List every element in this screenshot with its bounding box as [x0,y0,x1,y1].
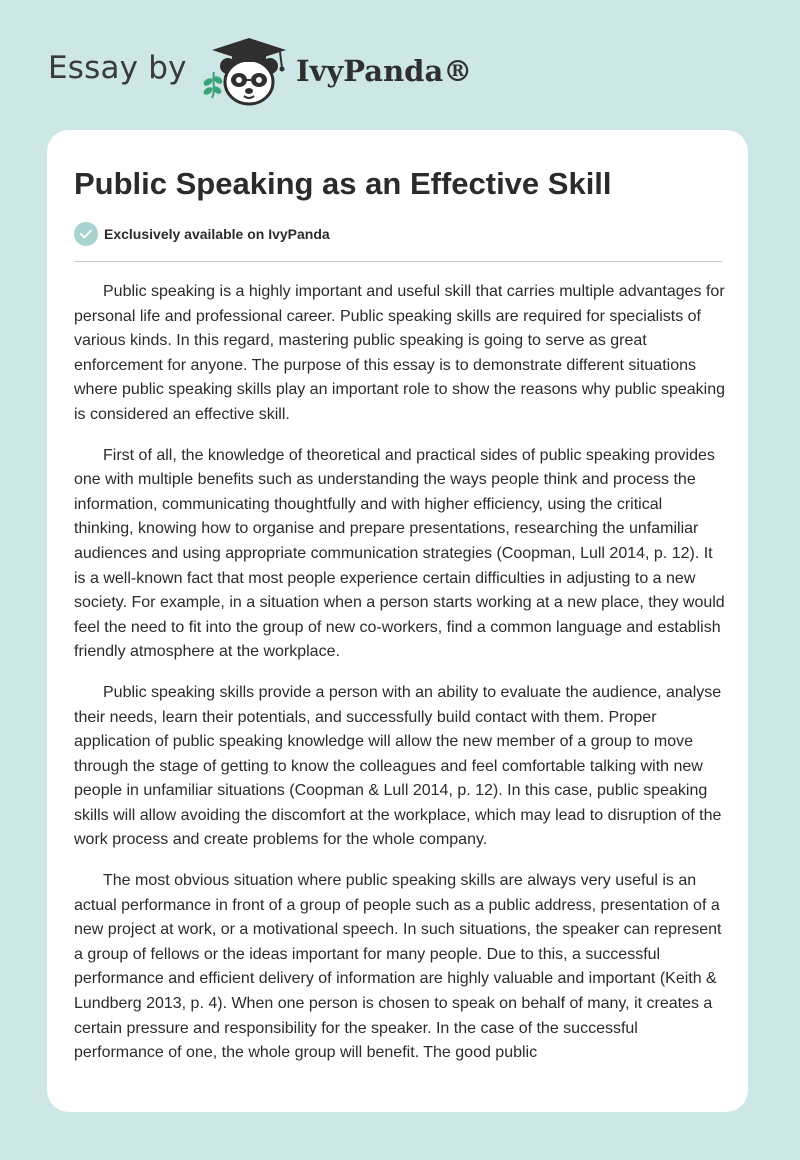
brand-name[interactable]: IvyPanda® [296,54,473,88]
paragraph: First of all, the knowledge of theoretical and practical sides of public speaking provides one with multiple benefits such as understanding the ways people think and process the information, communicating thoughtfully and with higher efficiency, using the critical thinking, knowing how to organise and prepare presentations, researching the unfamiliar audiences and using appropriate communication strategies (Coopman, Lull 2014, p. 12). It is a well-known fact that most people experience certain difficulties in adjusting to a new society. For example, in a situation when a person starts working at a new place, they would feel the need to fit into the group of new co-workers, find a common language and establish friendly atmosphere at the workplace. [74,446,725,661]
availability-badge [74,222,330,246]
site-header [0,0,800,130]
brand-prefix: Essay by [48,50,187,86]
paragraph: Public speaking is a highly important and useful skill that carries multiple advantages for personal life and professional career. Public speaking skills are required for specialists of various kinds. In this regard, mastering public speaking is going to serve as great enforcement for anyone. The purpose of this essay is to demonstrate different situations where public speaking skills play an important role to show the reasons why public speaking is considered an effective skill. [74,283,726,423]
divider [74,261,722,262]
badge-label: Exclusively available on IvyPanda [104,226,330,242]
essay-body [74,280,725,1082]
page-title: Public Speaking as an Effective Skill [74,166,612,201]
panda-logo-icon[interactable] [198,36,294,110]
paragraph: The most obvious situation where public speaking skills are always very useful is an actual performance in front of a group of people such as a public address, presentation of a new project at work, or a motivational speech. In such situations, the speaker can represent a group of fellows or the ideas important for many people. Due to this, a successful performance and efficient delivery of information are highly valuable and important (Keith & Lundberg 2013, p. 4). When one person is chosen to speak on behalf of many, it creates a certain pressure and responsibility for the speaker. In the case of the successful performance of one, the whole group will benefit. The good public [74,872,722,1062]
check-circle-icon [74,222,98,246]
paragraph: Public speaking skills provide a person with an ability to evaluate the audience, analyse their needs, learn their potentials, and successfully build contact with them. Proper application of public speaking knowledge will allow the new member of a group to move through the stage of getting to know the colleagues and feel comfortable talking with new people in unfamiliar situations (Coopman & Lull 2014, p. 12). In this case, public speaking skills will allow avoiding the discomfort at the workplace, which may lead to disruption of the work process and create problems for the whole company. [74,683,722,849]
essay-card [47,130,748,1112]
